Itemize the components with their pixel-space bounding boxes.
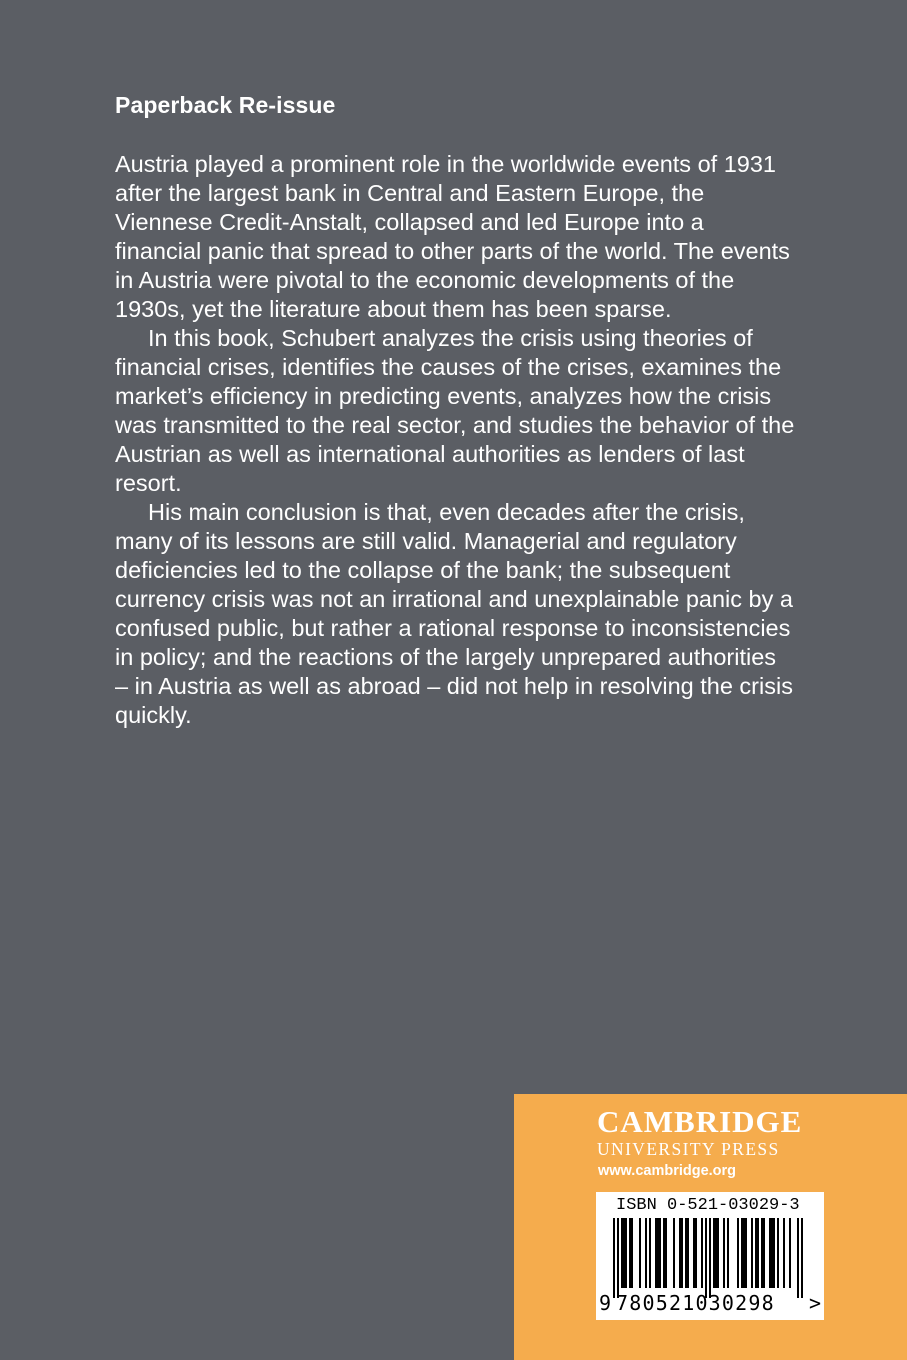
publisher-name: CAMBRIDGE xyxy=(597,1104,803,1139)
barcode-bar xyxy=(701,1218,703,1288)
barcode-bar xyxy=(789,1218,791,1288)
publisher-url: www.cambridge.org xyxy=(598,1163,737,1179)
barcode-bar xyxy=(663,1218,665,1288)
barcode-guard-bar xyxy=(709,1218,711,1298)
barcode-guard-bar xyxy=(617,1218,619,1298)
barcode-guard-bar xyxy=(613,1218,615,1298)
barcode-bar xyxy=(743,1218,745,1288)
edition-heading: Paperback Re-issue xyxy=(115,92,336,118)
barcode-bar xyxy=(687,1218,689,1288)
publisher-subtitle: UNIVERSITY PRESS xyxy=(597,1139,780,1159)
barcode-bar xyxy=(763,1218,765,1288)
barcode-guard-bar xyxy=(797,1218,799,1298)
barcode-bar xyxy=(713,1218,715,1288)
ean-first-digit: 9 xyxy=(599,1291,612,1315)
barcode-bar xyxy=(769,1218,771,1288)
barcode-bar xyxy=(723,1218,725,1288)
barcode-guard-bar xyxy=(705,1218,707,1298)
barcode-bar xyxy=(717,1218,719,1288)
barcode-guard-bar xyxy=(801,1218,803,1298)
barcode-bar xyxy=(629,1218,631,1288)
barcode-bar xyxy=(665,1218,667,1288)
barcode-bar xyxy=(649,1218,651,1288)
barcode-bar xyxy=(659,1218,661,1288)
book-blurb xyxy=(115,150,795,730)
barcode-bar xyxy=(755,1218,757,1288)
barcode-bar xyxy=(715,1218,717,1288)
barcode-bar xyxy=(685,1218,687,1288)
barcode-bar xyxy=(737,1218,739,1288)
barcode-bar xyxy=(773,1218,775,1288)
barcode-bar xyxy=(679,1218,681,1288)
barcode-bar xyxy=(693,1218,695,1288)
barcode-bar xyxy=(741,1218,743,1288)
barcode-bar xyxy=(621,1218,623,1288)
barcode-bar xyxy=(777,1218,779,1288)
barcode-bar xyxy=(727,1218,729,1288)
barcode-bar xyxy=(631,1218,633,1288)
ean-digits: 780521030298 xyxy=(616,1291,775,1315)
barcode-bar xyxy=(757,1218,759,1288)
blurb-paragraph-3: His main conclusion is that, even decades after the crisis, many of its lessons are still valid. Managerial and regulatory deficiencies led to the collapse of the bank; the subsequent currency crisis was not an irrational and unexplainable panic by a confused public, but rather a rational response to inconsistencies in policy; and the reactions of the largely unprepared authorities – in Austria as well as abroad – did not help in resolving the crisis quickly. xyxy=(115,499,793,728)
barcode-bar xyxy=(783,1218,785,1288)
barcode-bar xyxy=(623,1218,625,1288)
barcode-bar xyxy=(745,1218,747,1288)
barcode-bar xyxy=(673,1218,675,1288)
barcode-bar xyxy=(761,1218,763,1288)
barcode-bar xyxy=(639,1218,641,1288)
barcode-bar xyxy=(657,1218,659,1288)
blurb-paragraph-1: Austria played a prominent role in the worldwide events of 1931 after the largest bank in Central and Eastern Europe, the Viennese Credit-Anstalt, collapsed and led Europe into a financial panic that spread to other parts of the world. The events in Austria were pivotal to the economic developments of the 1930s, yet the literature about them has been sparse. xyxy=(115,151,790,322)
barcode-bar xyxy=(655,1218,657,1288)
barcode-bar xyxy=(681,1218,683,1288)
ean-arrow-icon: > xyxy=(809,1291,822,1315)
barcode-bar xyxy=(751,1218,753,1288)
barcode-bar xyxy=(625,1218,627,1288)
barcode-label xyxy=(596,1192,824,1320)
blurb-paragraph-2: In this book, Schubert analyzes the crisis using theories of financial crises, identifies the causes of the crises, examines the market’s efficiency in predicting events, analyzes how the crisis was transmitted to the real sector, and studies the behavior of the Austrian as well as international authorities as lenders of last resort. xyxy=(115,325,795,496)
barcode-bar xyxy=(771,1218,773,1288)
barcode-bar xyxy=(645,1218,647,1288)
isbn-text: ISBN 0-521-03029-3 xyxy=(616,1196,800,1215)
barcode-bar xyxy=(695,1218,697,1288)
